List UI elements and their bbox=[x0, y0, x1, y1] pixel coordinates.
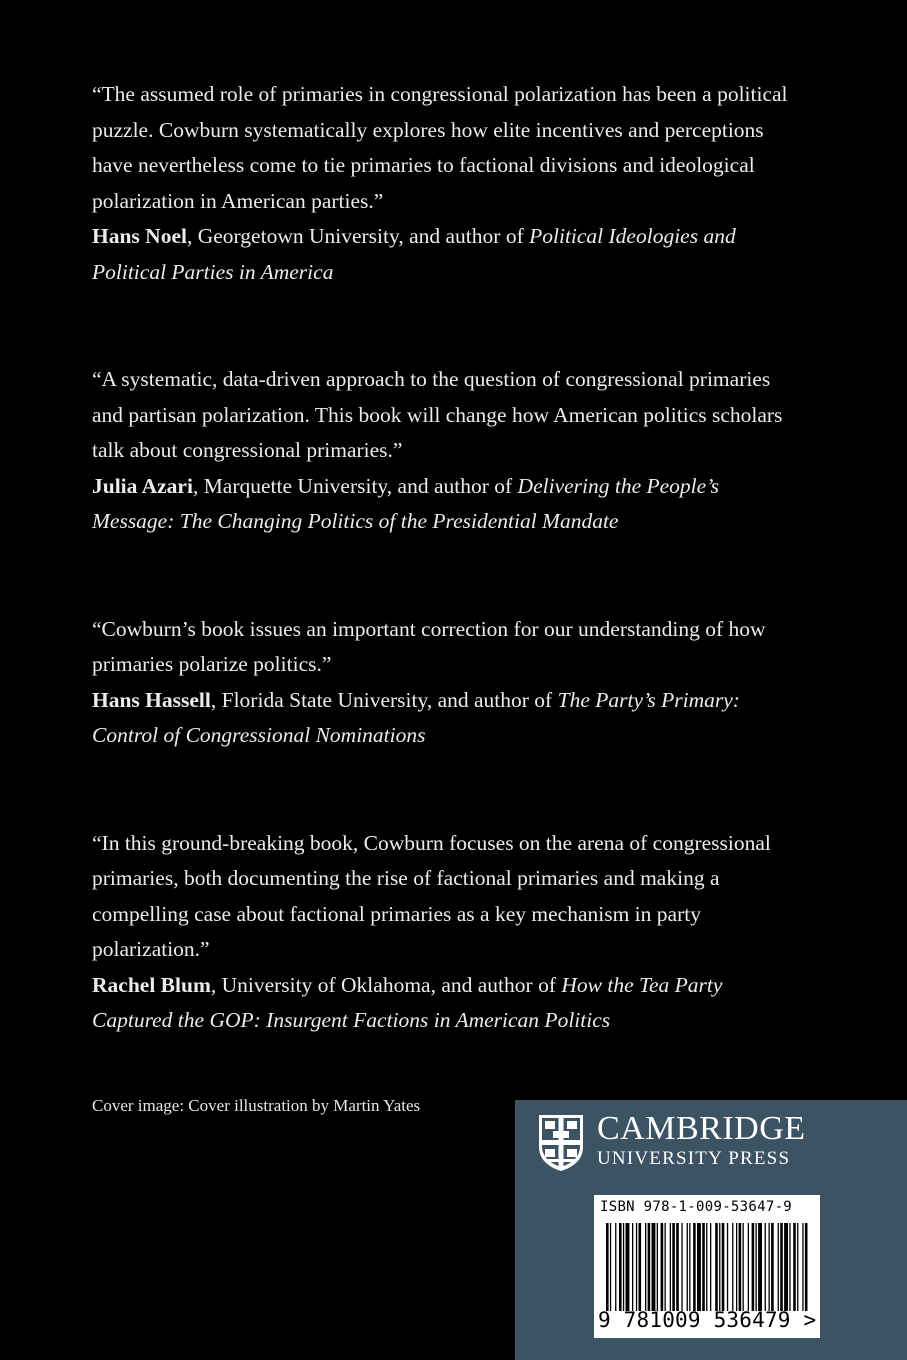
reviewer-name: Hans Hassell bbox=[92, 687, 211, 712]
barcode-bar bbox=[626, 1223, 630, 1311]
reviewer-affiliation: , Marquette University, and author of bbox=[192, 473, 518, 498]
reviewer-name: Rachel Blum bbox=[92, 972, 211, 997]
barcode-bar bbox=[645, 1223, 646, 1311]
blurb-quote: “The assumed role of primaries in congressional polarization has been a political puzzle. Cowburn systematically explores how elite incentives and perceptions have nevertheless come to tie primaries to factional divisions and ideological polarization in American parties.” bbox=[92, 82, 788, 213]
barcode-bar bbox=[719, 1223, 720, 1311]
reviewer-book: How the Tea Party Captured the GOP: Insurgent Factions in American Politics bbox=[92, 972, 723, 1032]
barcode-bar bbox=[665, 1223, 666, 1311]
blurb-quote: “A systematic, data-driven approach to the question of congressional primaries and partisan polarization. This book will change how American politics scholars talk about congressional primaries.” bbox=[92, 367, 783, 462]
barcode-bar bbox=[780, 1223, 783, 1311]
blurb-attribution bbox=[92, 968, 792, 1039]
barcode-bar bbox=[702, 1223, 705, 1311]
barcode-bar bbox=[743, 1223, 744, 1311]
barcode-bar bbox=[739, 1223, 742, 1311]
barcode-bar bbox=[639, 1223, 642, 1311]
reviewer-name: Julia Azari bbox=[92, 473, 193, 498]
blurb-quote: “Cowburn’s book issues an important correction for our understanding of how primaries polarize politics.” bbox=[92, 616, 766, 676]
publisher-panel bbox=[515, 1100, 907, 1360]
reviewer-name: Hans Noel bbox=[92, 224, 187, 248]
cambridge-crest-icon bbox=[537, 1113, 585, 1173]
publisher-name-line2: UNIVERSITY PRESS bbox=[597, 1148, 791, 1169]
barcode-bar bbox=[756, 1223, 757, 1311]
blurb-attribution bbox=[92, 469, 792, 540]
barcode-bar bbox=[727, 1223, 728, 1311]
barcode-bar bbox=[657, 1223, 658, 1311]
barcode-bar bbox=[619, 1223, 622, 1311]
barcode-bar bbox=[661, 1223, 664, 1311]
barcode-bar bbox=[722, 1223, 725, 1311]
barcode-bar bbox=[715, 1223, 718, 1311]
barcode-bar bbox=[736, 1223, 737, 1311]
endorsements bbox=[92, 77, 792, 1111]
barcode-bar bbox=[789, 1223, 790, 1311]
blurb-attribution bbox=[92, 219, 792, 290]
barcode-bar bbox=[797, 1223, 798, 1311]
barcode-bar bbox=[793, 1223, 796, 1311]
barcode-bar bbox=[672, 1223, 675, 1311]
barcode-bar bbox=[681, 1223, 682, 1311]
barcode-bar bbox=[710, 1223, 711, 1311]
blurb-noel bbox=[92, 77, 792, 290]
barcode-bar bbox=[802, 1223, 803, 1311]
publisher-name-line1: CAMBRIDGE bbox=[597, 1110, 806, 1147]
barcode-bar bbox=[706, 1223, 707, 1311]
barcode-bar bbox=[676, 1223, 679, 1311]
barcode-bar bbox=[784, 1223, 788, 1311]
barcode bbox=[594, 1195, 820, 1338]
barcode-bar bbox=[687, 1223, 688, 1311]
blurb-attribution bbox=[92, 683, 792, 754]
ean-digits: 9 781009 536479 > bbox=[598, 1308, 817, 1332]
barcode-bar bbox=[748, 1223, 749, 1311]
barcode-bar bbox=[732, 1223, 733, 1311]
publisher-name bbox=[597, 1110, 806, 1170]
barcode-bar bbox=[693, 1223, 696, 1311]
reviewer-affiliation: , Georgetown University, and author of bbox=[186, 224, 530, 248]
reviewer-book: Delivering the People’s Message: The Changing Politics of the Presidential Mandate bbox=[92, 473, 719, 533]
barcode-bar bbox=[758, 1223, 762, 1311]
barcode-bar bbox=[606, 1223, 609, 1311]
barcode-bar bbox=[689, 1223, 690, 1311]
barcode-bar bbox=[771, 1223, 774, 1311]
barcode-bars bbox=[600, 1223, 816, 1311]
barcode-bar bbox=[670, 1223, 671, 1311]
reviewer-affiliation: , Florida State University, and author of bbox=[210, 687, 558, 712]
barcode-bar bbox=[623, 1223, 624, 1311]
blurb-blum bbox=[92, 826, 792, 1039]
barcode-bar bbox=[632, 1223, 633, 1311]
blurb-azari bbox=[92, 362, 792, 540]
blurb-quote: “In this ground-breaking book, Cowburn focuses on the arena of congressional primaries, both documenting the rise of factional primaries and making a compelling case about factional primaries as a key mechanism in party polarization.” bbox=[92, 830, 771, 961]
reviewer-book: The Party’s Primary: Control of Congressional Nominations bbox=[92, 687, 740, 747]
blurb-hassell bbox=[92, 612, 792, 754]
reviewer-book: Political Ideologies and Political Parties in America bbox=[92, 224, 736, 284]
isbn-label: ISBN 978-1-009-53647-9 bbox=[600, 1199, 793, 1215]
cover-credit: Cover image: Cover illustration by Martin Yates bbox=[92, 1096, 421, 1115]
barcode-bar bbox=[805, 1223, 808, 1311]
barcode-bar bbox=[697, 1223, 701, 1311]
barcode-bar bbox=[778, 1223, 779, 1311]
barcode-bar bbox=[615, 1223, 616, 1311]
barcode-bar bbox=[648, 1223, 651, 1311]
barcode-bar bbox=[610, 1223, 611, 1311]
reviewer-affiliation: , University of Oklahoma, and author of bbox=[210, 972, 562, 997]
barcode-bar bbox=[769, 1223, 770, 1311]
barcode-bar bbox=[765, 1223, 766, 1311]
barcode-bar bbox=[652, 1223, 656, 1311]
barcode-bar bbox=[752, 1223, 755, 1311]
barcode-bar bbox=[636, 1223, 637, 1311]
